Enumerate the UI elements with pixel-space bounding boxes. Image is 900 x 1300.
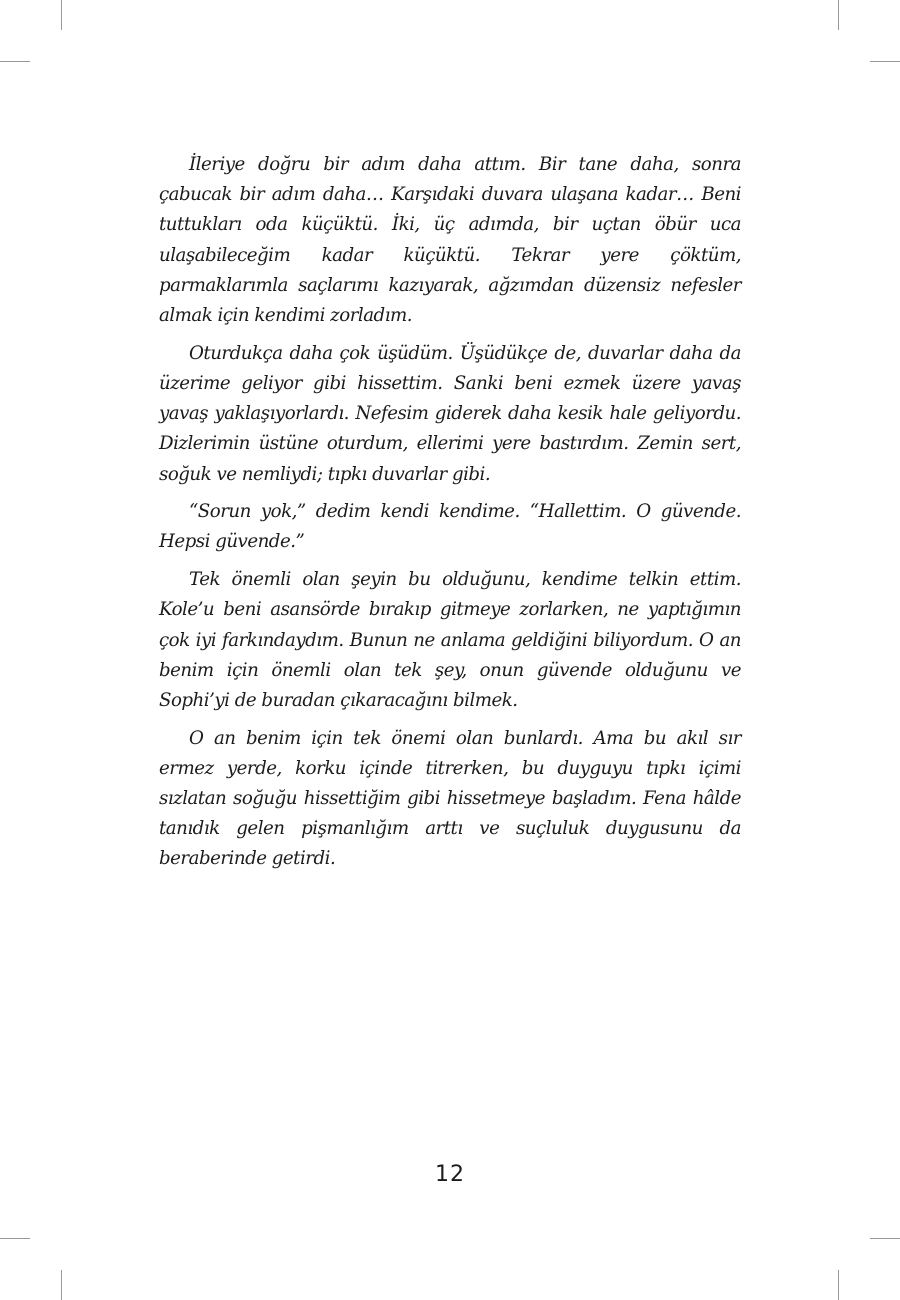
crop-mark-top-right: [838, 0, 839, 30]
paragraph: Tek önemli olan şeyin bu olduğunu, kendime telkin ettim. Kole’u beni asansörde bırakıp gitmeye zorlarken, ne yaptığımın çok iyi farkındaydım. Bunun ne anlama geldiğini biliyordum. O an benim için önemli olan tek şey, onun güvende olduğunu ve Sophi’yi de buradan çıkaracağını bilmek.: [159, 569, 741, 711]
crop-mark-bottom-right: [838, 1270, 839, 1300]
paragraph: İleriye doğru bir adım daha attım. Bir tane daha, sonra çabucak bir adım daha… Karşıdaki duvara ulaşana kadar… Beni tuttukları oda küçüktü. İki, üç adımda, bir uçtan öbür uca ulaşabileceğim kadar küçüktü. Tekrar yere çöktüm, parmaklarımla saçlarımı kazıyarak, ağzımdan düzensiz nefesler almak için kendimi zorladım.: [159, 154, 741, 327]
page-number: 12: [435, 1162, 465, 1187]
crop-mark-top-left: [61, 0, 62, 30]
crop-mark-left-top: [0, 61, 30, 62]
body-text: [159, 150, 741, 882]
crop-mark-left-bottom: [0, 1238, 30, 1239]
paragraph: Oturdukça daha çok üşüdüm. Üşüdükçe de, duvarlar daha da üzerime geliyor gibi hissettim. Sanki beni ezmek üzere yavaş yavaş yaklaşıyorlardı. Nefesim giderek daha kesik hale geliyordu. Dizlerimin üstüne oturdum, ellerimi yere bastırdım. Zemin sert, soğuk ve nemliydi; tıpkı duvarlar gibi.: [159, 342, 741, 485]
paragraph: “Sorun yok,” dedim kendi kendime. “Hallettim. O güvende. Hepsi güvende.”: [159, 501, 741, 553]
crop-mark-right-top: [870, 61, 900, 62]
paragraph: O an benim için tek önemi olan bunlardı. Ama bu akıl sır ermez yerde, korku içinde titrerken, bu duyguyu tıpkı içimi sızlatan soğuğu hissettiğim gibi hissetmeye başladım. Fena hâlde tanıdık gelen pişmanlığım arttı ve suçluluk duygusunu da beraberinde getirdi.: [159, 727, 741, 870]
crop-mark-right-bottom: [870, 1238, 900, 1239]
crop-mark-bottom-left: [61, 1270, 62, 1300]
